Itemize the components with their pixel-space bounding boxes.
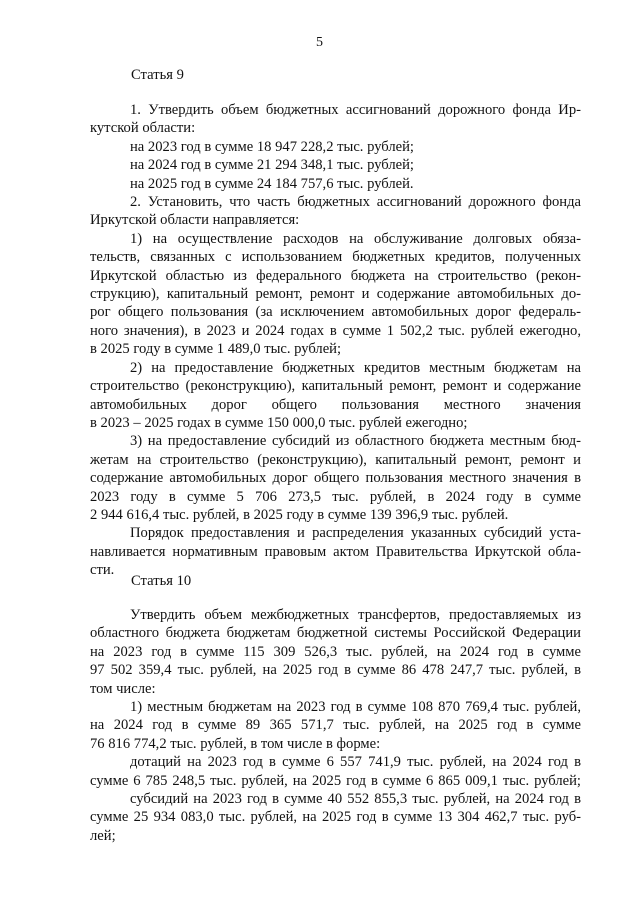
subsidies-line: субсидий на 2023 год в сумме 40 552 855,3 тыс. рублей, на 2024 год в — [130, 791, 581, 808]
item-3-line: 2 944 616,4 тыс. рублей, в 2025 году в сумме 139 396,9 тыс. рублей. — [90, 506, 509, 523]
page-number: 5 — [316, 35, 323, 50]
item-2-line: строительство (реконструкцию), капитальный ремонт, ремонт и содержание — [90, 378, 581, 395]
procedure-line: сти. — [90, 562, 115, 579]
item-3-line: 2023 году в сумме 5 706 273,5 тыс. рублей, в 2024 году в сумме — [90, 488, 581, 505]
article-10-title: Статья 10 — [131, 573, 192, 589]
item-1-line: ного значения), в 2023 и 2024 годах в сумме 1 502,2 тыс. рублей ежегодно, — [90, 322, 581, 339]
article-9-title: Статья 9 — [131, 67, 184, 83]
item-1-line: Иркутской областью из федерального бюджета на строительство (рекон- — [90, 267, 581, 284]
dotations-line: сумме 6 785 248,5 тыс. рублей, на 2025 год в сумме 6 865 009,1 тыс. рублей; — [90, 772, 581, 789]
item-2-line: 2) на предоставление бюджетных кредитов местным бюджетам на — [130, 359, 581, 376]
item-3-line: содержание автомобильных дорог общего пользования местного значения в — [90, 470, 581, 487]
article-9-p1-line: 1. Утвердить объем бюджетных ассигнований дорожного фонда Ир- — [130, 102, 581, 118]
article-9-p2-line: 2. Установить, что часть бюджетных ассигнований дорожного фонда — [130, 194, 581, 211]
local-budgets-line: 76 816 774,2 тыс. рублей, в том числе в форме: — [90, 735, 381, 752]
item-3-line: 3) на предоставление субсидий из областного бюджета местным бюд- — [130, 433, 581, 450]
item-3-line: жетам на строительство (реконструкцию), капитальный ремонт, ремонт и — [90, 451, 581, 468]
transfers-line: на 2023 год в сумме 115 309 526,3 тыс. рублей, на 2024 год в сумме — [90, 643, 581, 660]
transfers-line: том числе: — [90, 680, 156, 697]
subsidies-line: сумме 25 934 083,0 тыс. рублей, на 2025 год в сумме 13 304 462,7 тыс. руб- — [90, 809, 581, 826]
item-1-line: тельств, связанных с использованием бюджетных кредитов, полученных — [90, 249, 581, 266]
item-1-line: рог общего пользования (за исключением автомобильных дорог федераль- — [90, 304, 581, 321]
article-9-body — [90, 101, 581, 580]
item-2-line: автомобильных дорог общего пользования местного значения — [90, 396, 581, 413]
article-9-p1-line: кутской области: — [90, 120, 196, 137]
item-1-line: струкцию), капитальный ремонт, ремонт и содержание автомобильных до- — [90, 286, 581, 303]
transfers-line: 97 502 359,4 тыс. рублей, на 2025 год в сумме 86 478 247,7 тыс. рублей, в — [90, 662, 581, 679]
fund-amount-2025: на 2025 год в сумме 24 184 757,6 тыс. рублей. — [130, 175, 414, 192]
article-10-body — [90, 606, 581, 845]
local-budgets-line: на 2024 год в сумме 89 365 571,7 тыс. рублей, на 2025 год в сумме — [90, 717, 581, 734]
transfers-line: Утвердить объем межбюджетных трансфертов, предоставляемых из — [130, 607, 581, 623]
item-1-line: в 2025 году в сумме 1 489,0 тыс. рублей; — [90, 341, 342, 358]
local-budgets-line: 1) местным бюджетам на 2023 год в сумме 108 870 769,4 тыс. рублей, — [130, 699, 581, 716]
dotations-line: дотаций на 2023 год в сумме 6 557 741,9 тыс. рублей, на 2024 год в — [130, 754, 581, 771]
procedure-line: Порядок предоставления и распределения указанных субсидий уста- — [130, 525, 581, 542]
subsidies-line: лей; — [90, 827, 116, 844]
fund-amount-2024: на 2024 год в сумме 21 294 348,1 тыс. рублей; — [130, 157, 414, 174]
fund-amount-2023: на 2023 год в сумме 18 947 228,2 тыс. рублей; — [130, 138, 414, 155]
item-1-line: 1) на осуществление расходов на обслуживание долговых обяза- — [130, 230, 581, 247]
item-2-line: в 2023 – 2025 годах в сумме 150 000,0 тыс. рублей ежегодно; — [90, 414, 468, 431]
procedure-line: навливается нормативным правовым актом Правительства Иркутской обла- — [90, 543, 581, 560]
transfers-line: областного бюджета бюджетам бюджетной системы Российской Федерации — [90, 625, 581, 642]
article-9-p2-line: Иркутской области направляется: — [90, 212, 300, 229]
